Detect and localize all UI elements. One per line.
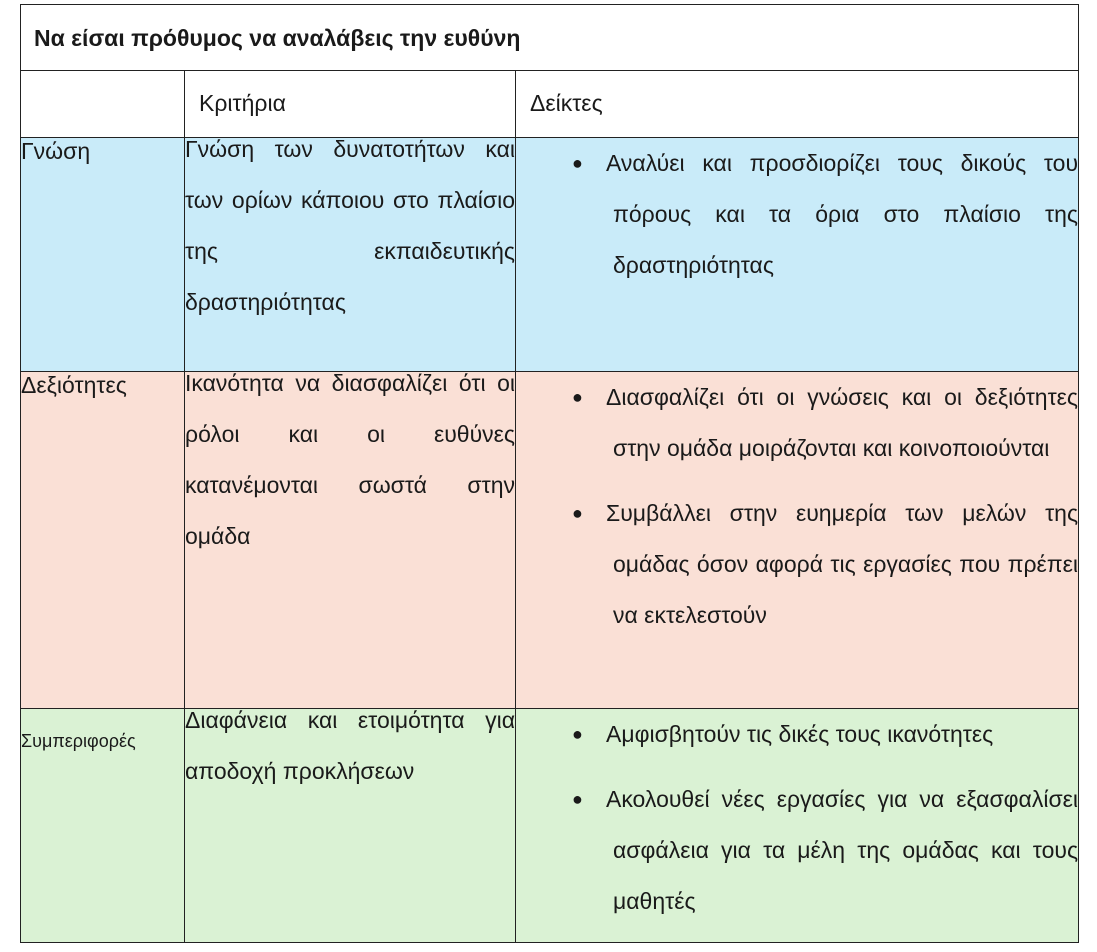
indicator-text: Διασφαλίζει ότι οι γνώσεις και οι δεξιότητες στην ομάδα μοιράζονται και κοινοποιούνται	[606, 384, 1079, 461]
list-item	[516, 372, 1078, 474]
list-item	[516, 774, 1078, 927]
indicators-cell-behaviours	[516, 709, 1079, 943]
table-row-behaviours	[21, 709, 1079, 943]
criteria-text: Ικανότητα να διασφαλίζει ότι οι ρόλοι και οι ευθύνες κατανέμονται σωστά στην ομάδα	[185, 370, 515, 549]
list-item	[516, 138, 1078, 291]
indicator-list	[516, 709, 1078, 927]
bullet-icon: ●	[572, 789, 583, 809]
list-item	[516, 488, 1078, 641]
indicators-cell-skills	[516, 372, 1079, 709]
row-label-skills: Δεξιότητες	[21, 372, 185, 709]
table-title: Να είσαι πρόθυμος να αναλάβεις την ευθύνη	[21, 5, 1079, 71]
list-item	[516, 709, 1078, 760]
header-criteria: Κριτήρια	[185, 71, 516, 138]
indicator-text: Αμφισβητούν τις δικές τους ικανότητες	[606, 721, 994, 747]
indicator-text: Ακολουθεί νέες εργασίες για να εξασφαλίσει ασφάλεια για τα μέλη της ομάδας και τους μαθητές	[606, 786, 1079, 914]
criteria-cell-skills	[185, 372, 516, 709]
header-empty-cell	[21, 71, 185, 138]
bullet-icon: ●	[572, 153, 583, 173]
indicator-text: Αναλύει και προσδιορίζει τους δικούς του πόρους και τα όρια στο πλαίσιο της δραστηριότητας	[606, 150, 1079, 278]
criteria-text: Γνώση των δυνατοτήτων και των ορίων κάποιου στο πλαίσιο της εκπαιδευτικής δραστηριότητας	[185, 136, 515, 315]
table-row-skills	[21, 372, 1079, 709]
indicators-cell-knowledge	[516, 138, 1079, 372]
criteria-text: Διαφάνεια και ετοιμότητα για αποδοχή προκλήσεων	[185, 707, 515, 784]
table-row-knowledge	[21, 138, 1079, 372]
bullet-icon: ●	[572, 503, 583, 523]
criteria-cell-knowledge	[185, 138, 516, 372]
bullet-icon: ●	[572, 387, 583, 407]
rubric-table	[20, 4, 1079, 943]
indicator-list	[516, 138, 1078, 291]
header-indicators: Δείκτες	[516, 71, 1079, 138]
header-row	[21, 71, 1079, 138]
criteria-cell-behaviours	[185, 709, 516, 943]
title-row	[21, 5, 1079, 71]
bullet-icon: ●	[572, 724, 583, 744]
row-label-knowledge: Γνώση	[21, 138, 185, 372]
indicator-text: Συμβάλλει στην ευημερία των μελών της ομάδας όσον αφορά τις εργασίες που πρέπει να εκτελεστούν	[606, 500, 1079, 628]
indicator-list	[516, 372, 1078, 641]
row-label-behaviours: Συμπεριφορές	[21, 709, 185, 943]
